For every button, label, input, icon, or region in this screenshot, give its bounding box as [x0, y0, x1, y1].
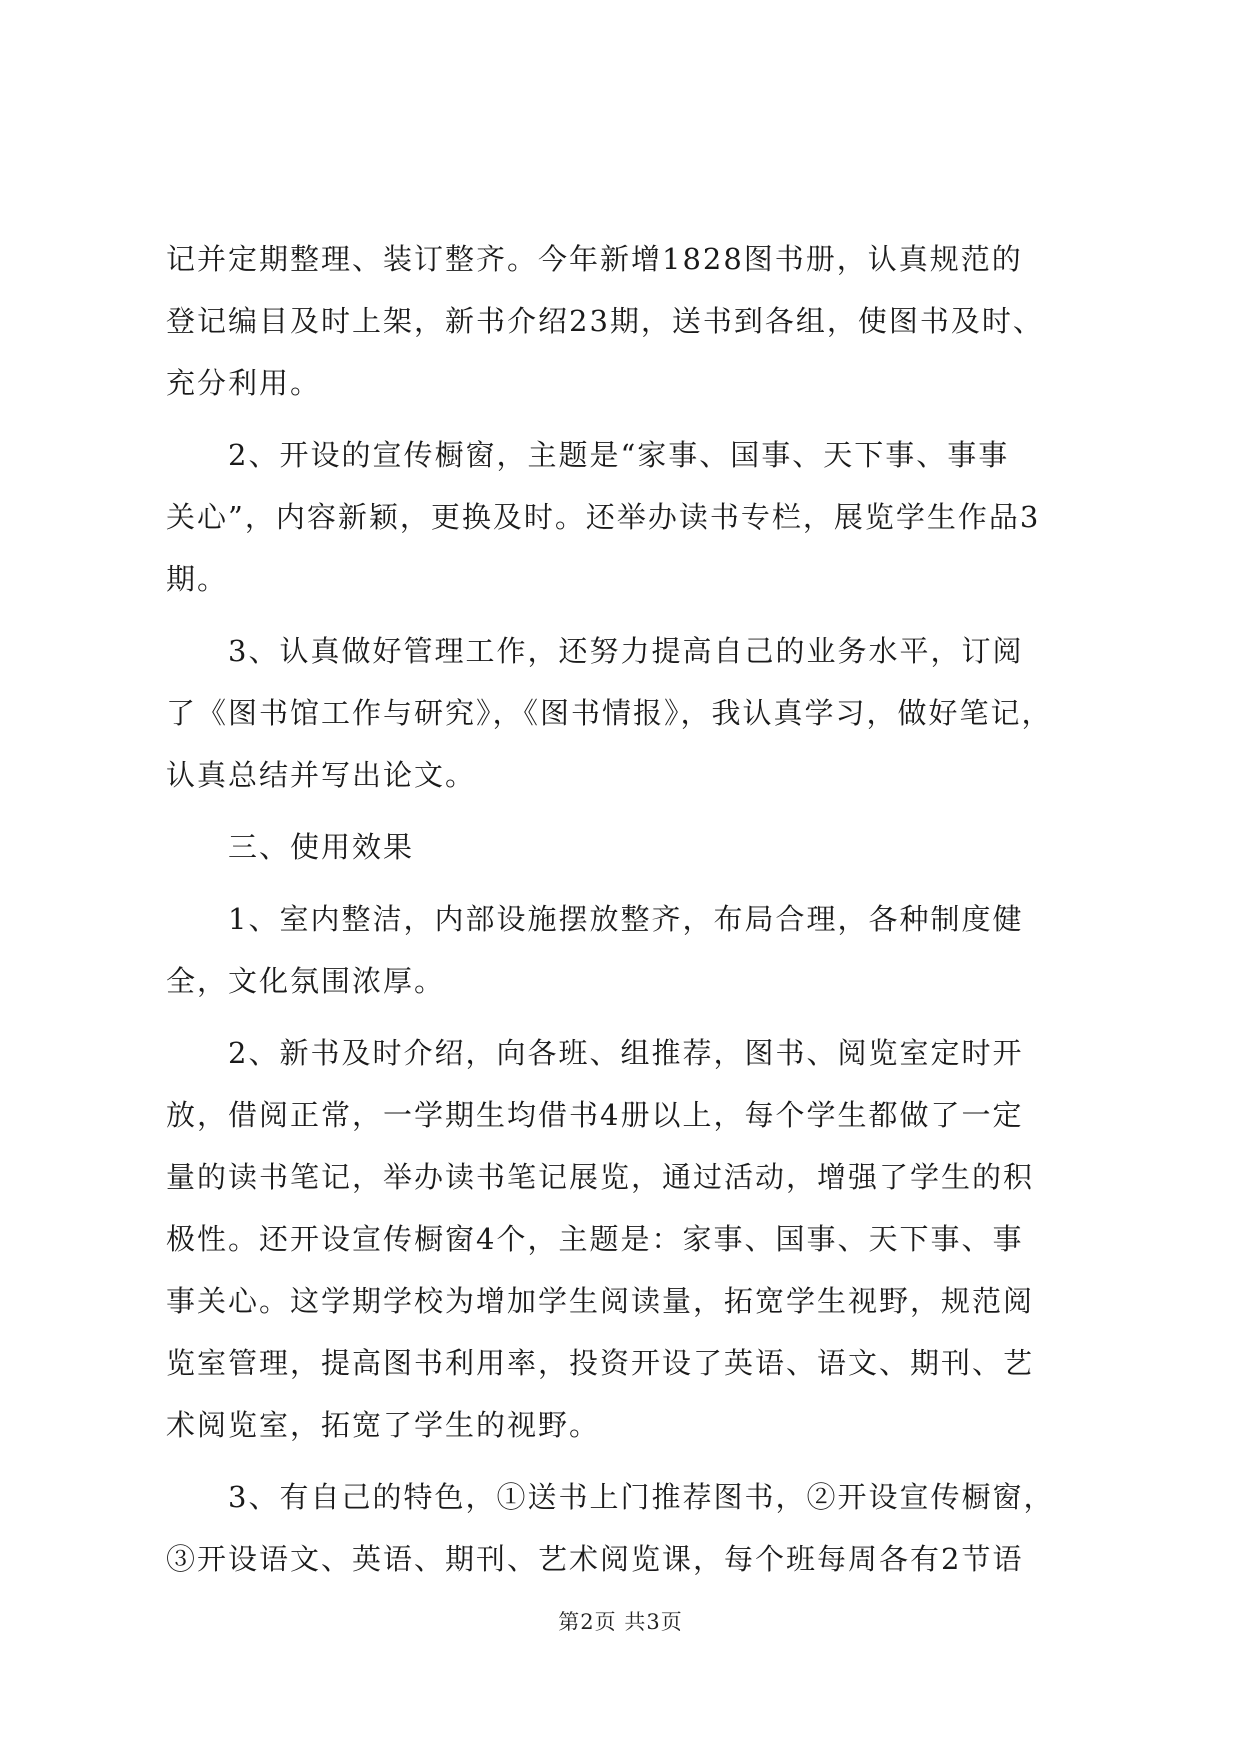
text-line: 全，文化氛围浓厚。 — [166, 964, 446, 998]
paragraph-gap — [166, 1012, 1076, 1022]
text-line: 2、开设的宣传橱窗，主题是“家事、国事、天下事、事事 — [228, 438, 1010, 472]
text-line: 事关心。这学期学校为增加学生阅读量，拓宽学生视野，规范阅 — [166, 1284, 1035, 1318]
paragraph-gap — [166, 806, 1076, 816]
paragraph — [166, 228, 1076, 414]
text-line: 关心”，内容新颖，更换及时。还举办读书专栏，展览学生作品3 — [166, 500, 1041, 534]
text-line: 览室管理，提高图书利用率，投资开设了英语、语文、期刊、艺 — [166, 1346, 1035, 1380]
text-line: 2、新书及时介绍，向各班、组推荐，图书、阅览室定时开 — [228, 1036, 1024, 1070]
paragraph-gap — [166, 1456, 1076, 1466]
text-line: 记并定期整理、装订整齐。今年新增1828图书册，认真规范的 — [166, 242, 1023, 276]
text-line: 充分利用。 — [166, 366, 322, 400]
paragraph — [166, 424, 1076, 610]
paragraph — [166, 1466, 1076, 1590]
text-line: 认真总结并写出论文。 — [166, 758, 477, 792]
text-line: 3、认真做好管理工作，还努力提高自己的业务水平，订阅 — [228, 634, 1024, 668]
page-footer: 第2页 共3页 — [558, 1610, 683, 1634]
text-line: 极性。还开设宣传橱窗4个，主题是：家事、国事、天下事、事 — [166, 1222, 1024, 1256]
text-line: 1、室内整洁，内部设施摆放整齐，布局合理，各种制度健 — [228, 902, 1024, 936]
text-line: 3、有自己的特色，①送书上门推荐图书，②开设宣传橱窗， — [228, 1480, 1055, 1514]
paragraph — [166, 620, 1076, 806]
text-line: ③开设语文、英语、期刊、艺术阅览课，每个班每周各有2节语 — [166, 1542, 1024, 1576]
paragraph-gap — [166, 878, 1076, 888]
document-body — [166, 228, 1076, 1590]
text-line: 三、使用效果 — [228, 830, 415, 864]
text-line: 登记编目及时上架，新书介绍23期，送书到各组，使图书及时、 — [166, 304, 1044, 338]
paragraph — [166, 816, 1076, 878]
paragraph-gap — [166, 610, 1076, 620]
text-line: 放，借阅正常，一学期生均借书4册以上，每个学生都做了一定 — [166, 1098, 1024, 1132]
text-line: 量的读书笔记，举办读书笔记展览，通过活动，增强了学生的积 — [166, 1160, 1035, 1194]
text-line: 了《图书馆工作与研究》，《图书情报》，我认真学习，做好笔记， — [166, 696, 1053, 730]
paragraph — [166, 888, 1076, 1012]
text-line: 期。 — [166, 562, 229, 596]
paragraph-gap — [166, 414, 1076, 424]
paragraph — [166, 1022, 1076, 1456]
text-line: 术阅览室，拓宽了学生的视野。 — [166, 1408, 601, 1442]
